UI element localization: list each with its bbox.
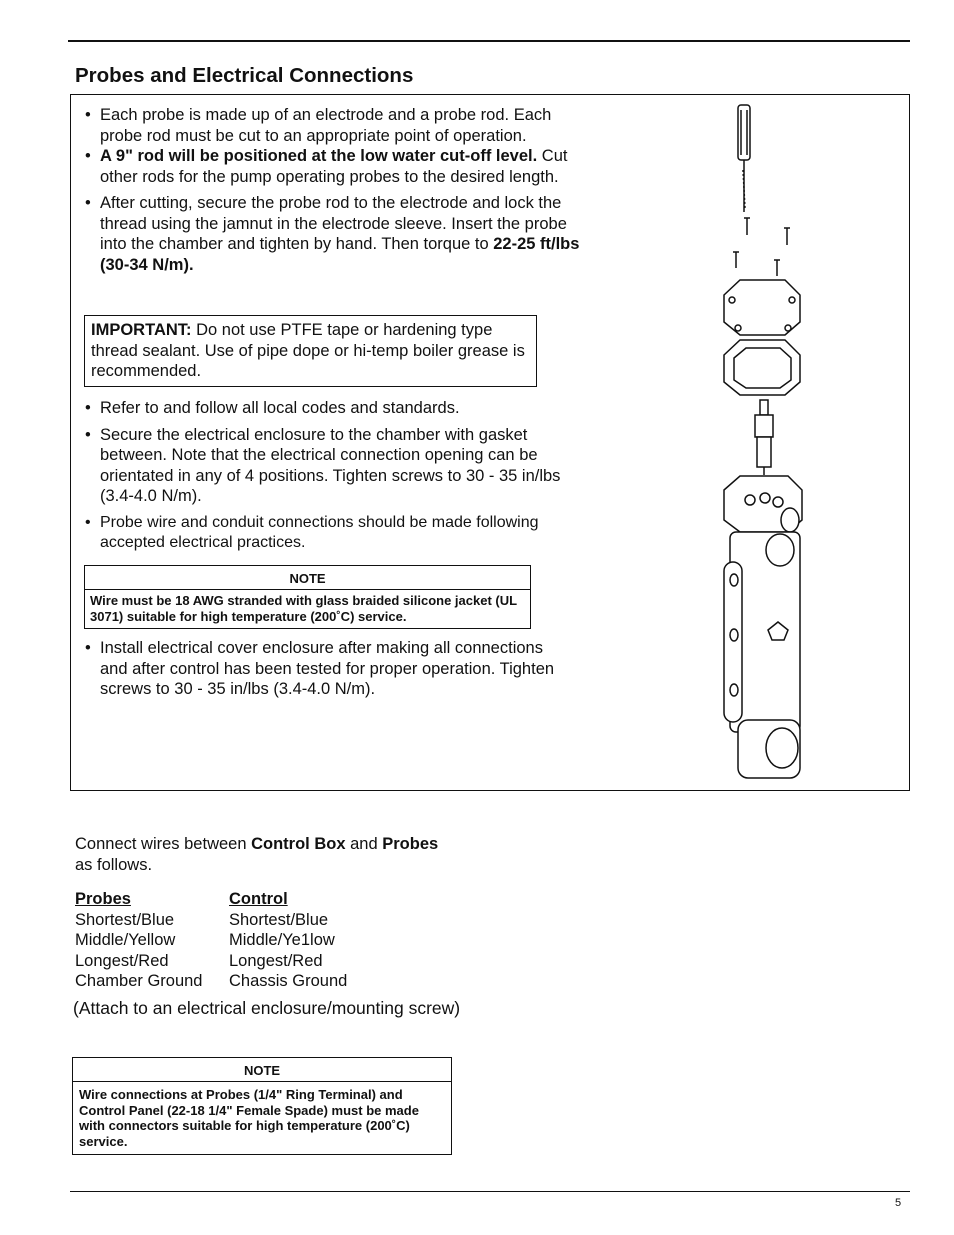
table-row: Middle/Yellow Middle/Ye1low	[75, 931, 335, 949]
important-text: Do not use PTFE tape or hardening type thread sealant. Use of pipe dope or hi-temp boiler grease is recommended.	[91, 321, 525, 380]
top-rule	[68, 40, 910, 42]
note-box-wire	[84, 565, 531, 629]
important-label: IMPORTANT:	[91, 321, 192, 339]
list-item: • Each probe is made up of an electrode and a probe rod. Each probe rod must be cut to an appropriate point of operation.	[85, 105, 590, 146]
note-box-connectors	[72, 1057, 452, 1155]
note-heading: NOTE	[73, 1058, 451, 1082]
note-heading: NOTE	[85, 566, 530, 590]
table-row: Longest/Red Longest/Red	[75, 951, 323, 970]
section-title: Probes and Electrical Connections	[75, 64, 414, 87]
list-item: • Install electrical cover enclosure after making all connections and after control has been tested for proper operation. Tighten screws to 30 - 35 in/lbs (3.4-4.0 N/m).	[85, 638, 570, 700]
important-callout	[84, 315, 537, 387]
screwdriver-icon	[738, 105, 750, 212]
screw-icon	[733, 218, 790, 276]
list-item: • After cutting, secure the probe rod to the electrode and lock the thread using the jamnut in the electrode sleeve. Insert the probe into the chamber and tighten by hand. Then torque to 22-25 ft/lbs (30-34 N/m).	[85, 193, 590, 275]
wiring-table	[75, 889, 347, 992]
list-item: • Refer to and follow all local codes and standards.	[85, 398, 585, 419]
bullet-list-top	[85, 105, 590, 275]
table-header	[75, 889, 347, 910]
list-item: • Secure the electrical enclosure to the chamber with gasket between. Note that the electrical connection opening can be orientated in any of 4 positions. Tighten screws to 30 - 35 in/lbs (3.4-4.0 N/m).	[85, 425, 585, 507]
cover-plate-icon	[724, 280, 800, 335]
attach-note: (Attach to an electrical enclosure/mounting screw)	[73, 998, 461, 1018]
probes-column-header: Probes	[75, 890, 131, 908]
list-item: • A 9" rod will be positioned at the low water cut-off level. Cut other rods for the pump operating probes to the desired length.	[85, 146, 590, 187]
page-number: 5	[895, 1197, 902, 1209]
chamber-body-icon	[724, 476, 802, 778]
gasket-icon	[724, 340, 800, 395]
list-item: • Probe wire and conduit connections should be made following accepted electrical practices.	[85, 513, 585, 554]
probe-assembly-illustration	[710, 100, 820, 785]
bullet-list-bottom	[85, 638, 570, 700]
wiring-intro: Connect wires between Control Box and Probes as follows.	[75, 835, 439, 874]
bottom-rule	[70, 1191, 910, 1192]
table-row: Shortest/Blue Shortest/Blue	[75, 910, 329, 929]
table-row: Chamber Ground Chassis Ground	[75, 972, 348, 990]
note-text: Wire must be 18 AWG stranded with glass braided silicone jacket (UL 3071) suitable for high temperature (200˚C) service.	[90, 593, 517, 624]
bullet-list-middle	[85, 398, 585, 554]
note-text: Wire connections at Probes (1/4" Ring Terminal) and Control Panel (22-18 1/4" Female Spade) must be made with connectors suitable for high temperature (200˚C) service.	[79, 1087, 419, 1149]
electrode-icon	[755, 400, 773, 475]
control-column-header: Control	[229, 890, 288, 908]
